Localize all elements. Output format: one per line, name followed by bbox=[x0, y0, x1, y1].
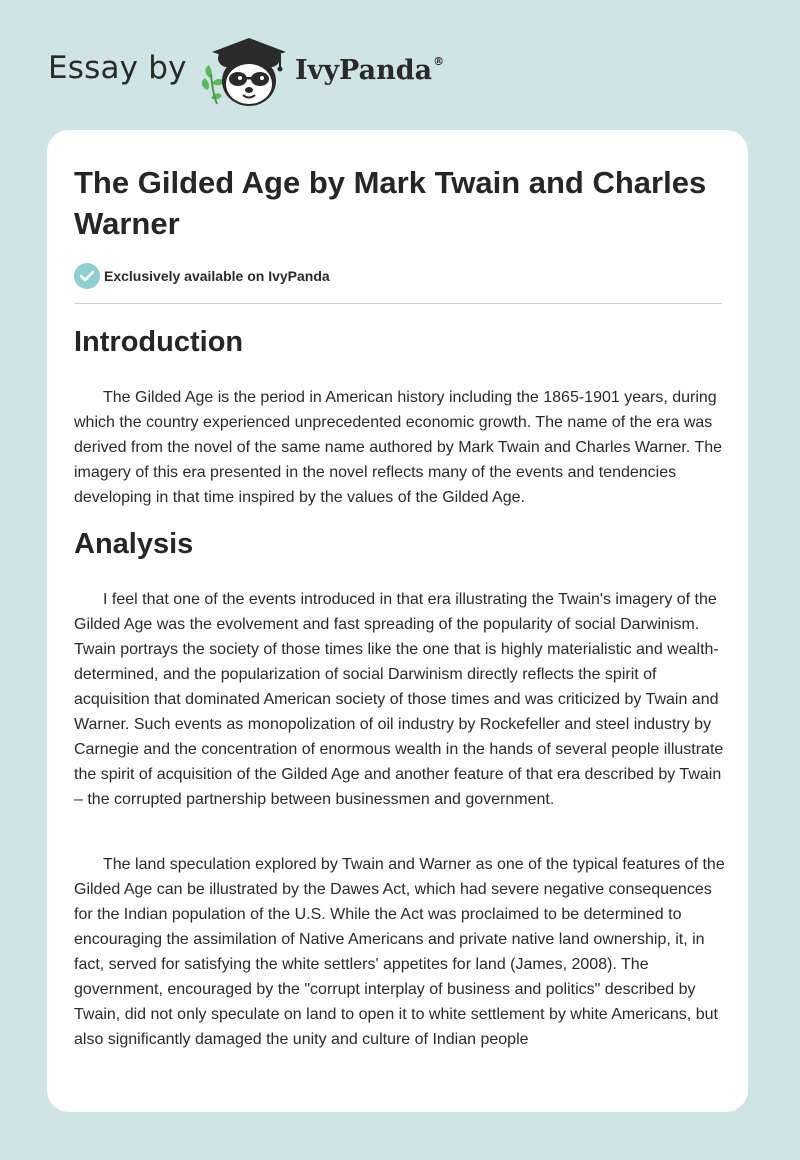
section-heading-introduction: Introduction bbox=[74, 326, 244, 358]
brand-label: IvyPanda bbox=[295, 55, 433, 86]
divider bbox=[74, 303, 722, 304]
section-heading-analysis: Analysis bbox=[74, 528, 194, 560]
brand-name[interactable] bbox=[295, 55, 444, 86]
registered-mark: ® bbox=[433, 55, 445, 68]
paragraph-analysis-1: I feel that one of the events introduced in that era illustrating the Twain's imagery of the Gilded Age was the evolvement and fast spreading of the popularity of social Darwinism. Twain portrays the society of those times like the one that is highly materialistic and wealth-determined, and the popularization of social Darwinism directly reflects the spirit of acquisition that dominated American society of those times and was criticized by Twain and Warner. Such events as monopolization of oil industry by Rockefeller and steel industry by Carnegie and the concentration of enormous wealth in the hands of several people illustrate the spirit of acquisition of the Gilded Age and another feature of that era described by Twain – the corrupted partnership between businessmen and government. bbox=[74, 591, 724, 808]
paragraph-introduction: The Gilded Age is the period in American history including the 1865-1901 years, during which the country experienced unprecedented economic growth. The name of the era was derived from the novel of the same name authored by Mark Twain and Charles Warner. The imagery of this era presented in the novel reflects many of the events and tendencies developing in that time inspired by the values of the Gilded Age. bbox=[74, 389, 723, 506]
check-icon bbox=[74, 263, 100, 289]
badge-text: Exclusively available on IvyPanda bbox=[104, 268, 330, 284]
essay-by-label: Essay by bbox=[48, 50, 187, 86]
page-title: The Gilded Age by Mark Twain and Charles Warner bbox=[74, 165, 707, 241]
essay-card bbox=[47, 130, 748, 1112]
exclusive-badge bbox=[74, 263, 330, 289]
paragraph-analysis-2: The land speculation explored by Twain and Warner as one of the typical features of the Gilded Age can be illustrated by the Dawes Act, which had severe negative consequences for the Indian population of the U.S. While the Act was proclaimed to be determined to encouraging the assimilation of Native Americans and private native land ownership, it, in fact, served for satisfying the white settlers' appetites for land (James, 2008). The government, encouraged by the "corrupt interplay of business and politics" described by Twain, did not only speculate on land to open it to white settlement by white Americans, but also significantly damaged the unity and culture of Indian people bbox=[74, 856, 725, 1048]
site-header bbox=[0, 0, 800, 130]
ivypanda-logo-icon[interactable] bbox=[200, 34, 300, 110]
